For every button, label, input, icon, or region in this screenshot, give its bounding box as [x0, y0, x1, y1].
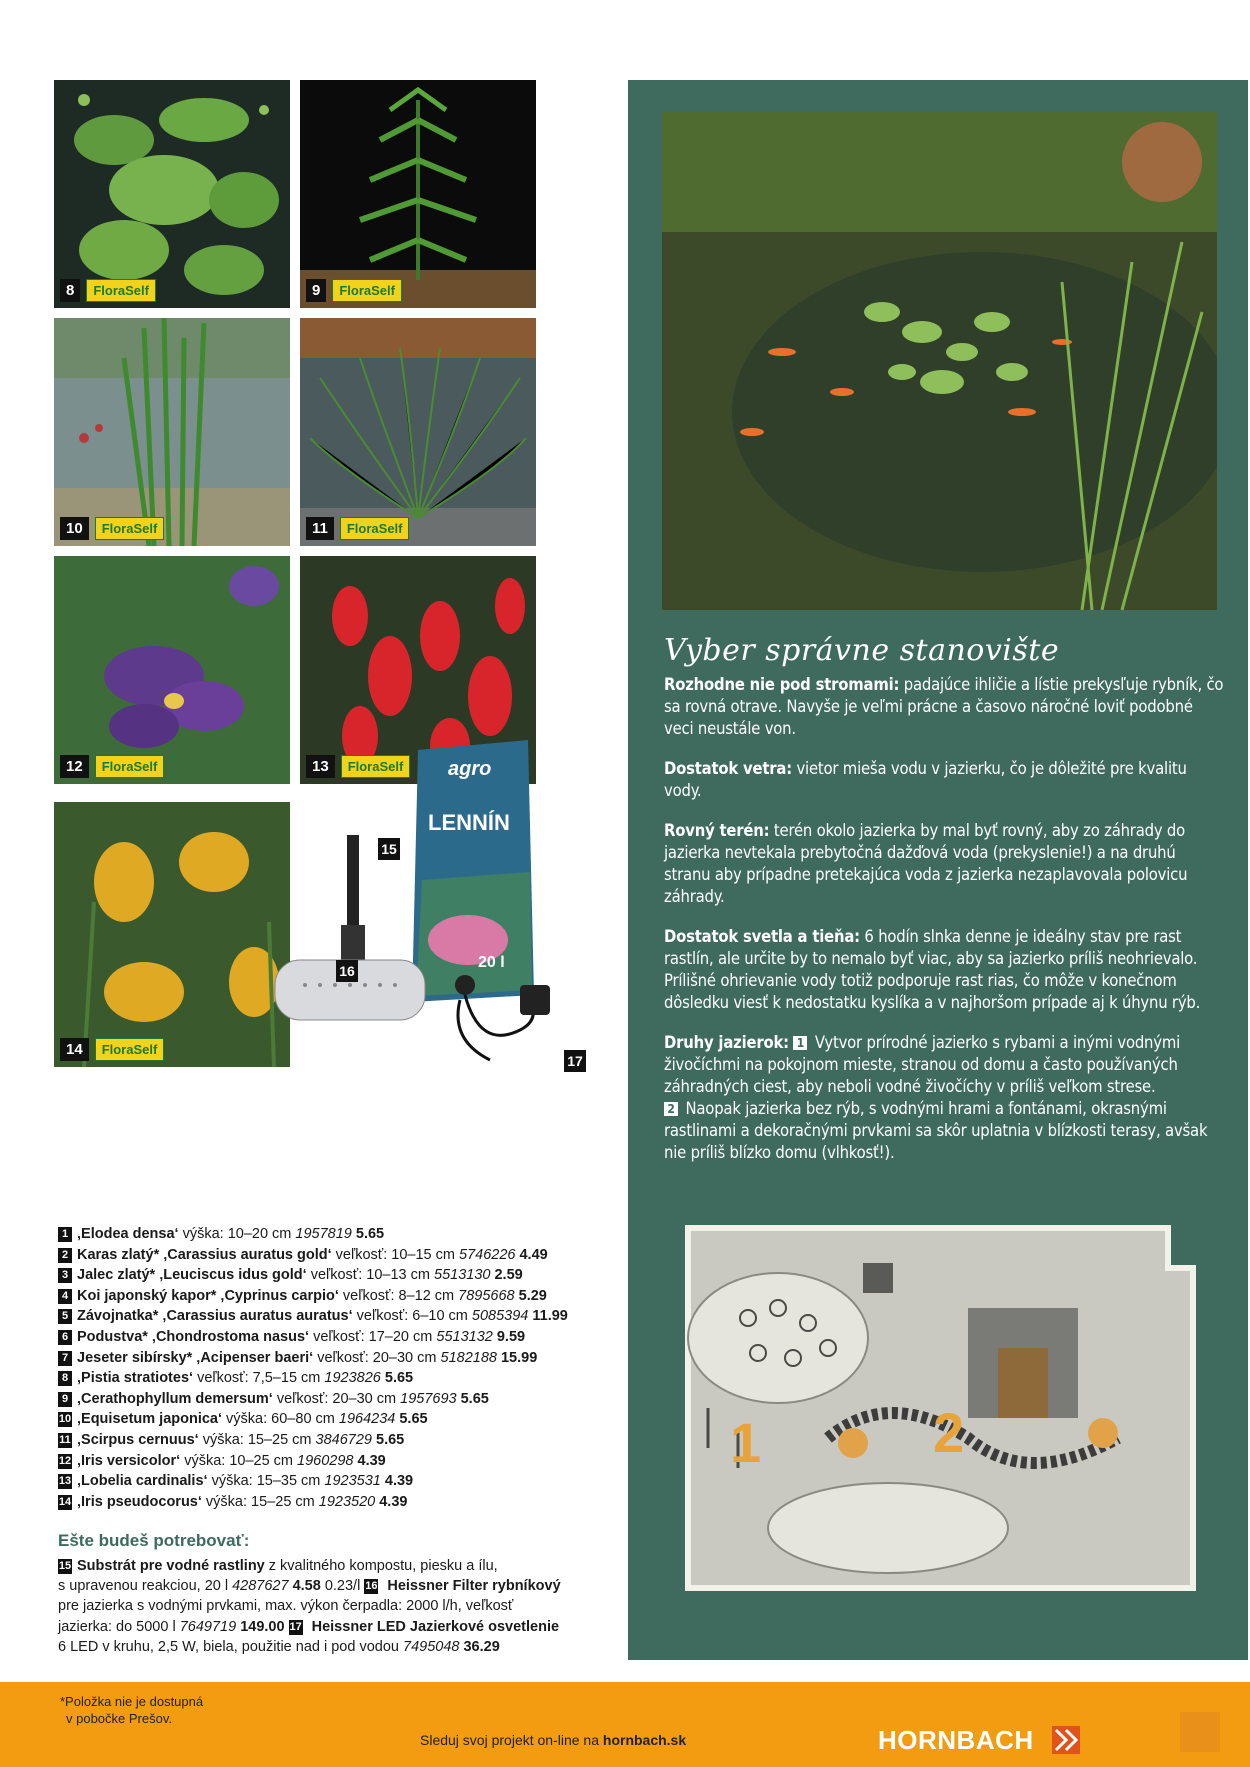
bag-name: LENNÍN — [428, 810, 510, 835]
item-code: 1964234 — [338, 1411, 396, 1428]
item-desc: veľkosť: 10–15 cm — [331, 1246, 459, 1263]
item-price: 11.99 — [528, 1308, 568, 1325]
item-desc: výška: 15–25 cm — [201, 1493, 319, 1510]
scirpus-image — [300, 318, 536, 546]
iris-versicolor-image — [54, 556, 290, 784]
item-price: 5.65 — [351, 1226, 385, 1242]
list-item — [58, 1265, 618, 1286]
item-desc: výška: 10–25 cm — [180, 1452, 298, 1469]
item-number: 12 — [58, 1454, 72, 1467]
panel-text — [664, 633, 1224, 1182]
item-name: Podustva* ‚Chondrostoma nasus‘ — [77, 1328, 310, 1345]
paragraph-body: 6 hodín slnka denne je ideálny stav pre rast rastlín, ale určite by to nemalo byť viac, aby sa jazierko príliš neohrievalo. Prílišné ohrievanie vody totiž podporuje rast rias, čo môže v konečnom dôsledku viesť k nedostatku kyslíka a v najhoršom prípade aj k úhynu rýb. — [664, 927, 1201, 1012]
item-code: 4287627 — [232, 1578, 289, 1595]
item-price: 4.39 — [380, 1473, 414, 1490]
item-name: ‚Iris pseudocorus‘ — [77, 1493, 202, 1510]
item-number: 8 — [58, 1371, 72, 1386]
item-desc: výška: 10–20 cm — [178, 1226, 296, 1242]
product-number: 11 — [306, 517, 334, 540]
callout-16: 16 — [336, 960, 358, 982]
pond-photo — [662, 112, 1217, 610]
product-number: 13 — [306, 755, 335, 778]
paragraph-body: padajúce ihličie a lístie prekysľuje rybník, čo sa rovná otrave. Navyše je veľmi prácne a časovo náročné loviť podobné veci neustále von. — [664, 675, 1224, 738]
map-label-1: 1 — [730, 1411, 762, 1474]
item-code: 1957693 — [400, 1390, 457, 1407]
item-name: Heissner Filter rybníkový — [383, 1578, 561, 1595]
callout-15: 15 — [378, 838, 400, 860]
item-code: 1923826 — [324, 1370, 381, 1387]
item-code: 1923531 — [324, 1473, 381, 1490]
product-photo-10 — [52, 316, 292, 548]
paragraph-types — [664, 1032, 1224, 1164]
floraself-logo: FloraSelf — [332, 279, 402, 302]
floraself-logo: FloraSelf — [95, 1038, 165, 1061]
panel-title: Vyber správne stanovište — [664, 633, 1060, 668]
item-code: 5513132 — [436, 1328, 493, 1345]
bag-brand: agro — [448, 758, 492, 780]
item-code: 7649719 — [179, 1618, 237, 1635]
item-desc: veľkosť: 10–13 cm — [306, 1267, 435, 1284]
floraself-logo: FloraSelf — [95, 517, 165, 540]
paragraph-wind — [664, 758, 1224, 802]
paragraph-heading: Rozhodne nie pod stromami: — [664, 675, 900, 694]
list-item — [58, 1409, 618, 1430]
item-desc: veľkosť: 20–30 cm — [313, 1349, 441, 1366]
item-code: 7495048 — [403, 1638, 460, 1655]
pond-image — [662, 112, 1217, 610]
floraself-logo: FloraSelf — [341, 755, 411, 778]
note-line: *Položka nie je dostupná — [60, 1694, 204, 1709]
item-name: Karas zlatý* ‚Carassius auratus gold‘ — [77, 1246, 332, 1263]
paragraph-trees — [664, 674, 1224, 740]
item-name: Závojnatka* ‚Carassius auratus auratus‘ — [77, 1308, 353, 1325]
item-desc: veľkosť: 17–20 cm — [309, 1328, 437, 1345]
product-number: 12 — [60, 755, 89, 778]
horsetail-image — [54, 318, 290, 546]
list-item — [58, 1471, 618, 1492]
item-desc: veľkosť: 7,5–15 cm — [193, 1370, 325, 1387]
product-photo-11 — [298, 316, 538, 548]
item-number: 1 — [58, 1227, 72, 1242]
led-light — [440, 960, 560, 1070]
item-code: 5513130 — [434, 1267, 491, 1284]
hornwort-image — [300, 80, 536, 308]
paragraph-light — [664, 926, 1224, 1014]
note-line: v pobočke Prešov. — [66, 1711, 172, 1726]
item-desc: výška: 15–25 cm — [198, 1431, 316, 1448]
item-code: 5085394 — [471, 1308, 529, 1325]
item-name: ‚Lobelia cardinalis‘ — [77, 1473, 208, 1490]
product-number: 10 — [60, 517, 89, 540]
map-label-2: 2 — [933, 1401, 965, 1464]
garden-map — [668, 1208, 1213, 1608]
floraself-logo: FloraSelf — [86, 279, 156, 302]
item-name: ‚Elodea densa‘ — [77, 1226, 179, 1242]
item-number: 3 — [58, 1268, 72, 1283]
paragraph-body: Vytvor prírodné jazierko s rybami a inými vodnými živočíchmi na pokojnom mieste, stranou od domu a často používaných záhradných ciest, aby neboli vodné živočíchy v príliš veľkom strese. — [664, 1033, 1181, 1096]
follow-label: Sleduj svoj projekt on-line na — [420, 1732, 603, 1748]
floraself-logo: FloraSelf — [340, 517, 410, 540]
item-desc: výška: 15–35 cm — [207, 1473, 325, 1490]
product-photo-12 — [52, 554, 292, 786]
item-desc: výška: 60–80 cm — [222, 1411, 339, 1428]
hornbach-logo: HORNBACH — [878, 1725, 1034, 1755]
item-code: 3846729 — [315, 1431, 372, 1448]
item-price: 9.59 — [492, 1328, 526, 1345]
site-link[interactable]: hornbach.sk — [602, 1732, 687, 1748]
item-name: ‚Scirpus cernuus‘ — [77, 1431, 199, 1448]
paragraph-heading: Dostatok vetra: — [664, 759, 792, 778]
item-price: 5.65 — [380, 1370, 414, 1387]
item-price: 5.65 — [456, 1390, 489, 1407]
item-name: Substrát pre vodné rastliny — [77, 1558, 265, 1574]
paragraph-heading: Dostatok svetla a tieňa: — [664, 927, 860, 946]
product-number: 8 — [60, 279, 80, 302]
follow-text — [420, 1732, 686, 1748]
iris-pseudocorus-image — [54, 802, 290, 1067]
item-price: 5.29 — [514, 1287, 547, 1304]
item-price: 36.29 — [459, 1638, 500, 1655]
item-desc: s upravenou reakciou, 20 l — [58, 1578, 233, 1595]
product-number: 14 — [60, 1038, 89, 1061]
paragraph-terrain — [664, 820, 1224, 908]
item-name: Jalec zlatý* ‚Leuciscus idus gold‘ — [77, 1267, 307, 1284]
page-corner-block — [1180, 1712, 1220, 1752]
item-unit-price: 0.23/l — [320, 1578, 365, 1595]
item-code: 5182188 — [440, 1349, 497, 1366]
bag-volume: 20 l — [478, 954, 505, 971]
list-item — [58, 1368, 618, 1389]
item-number: 6 — [58, 1330, 72, 1345]
item-price: 4.39 — [353, 1452, 386, 1469]
item-price: 4.39 — [375, 1493, 408, 1510]
item-name: ‚Pistia stratiotes‘ — [77, 1370, 194, 1387]
availability-note — [60, 1693, 203, 1727]
item-name: Jeseter sibírsky* ‚Acipenser baeri‘ — [77, 1349, 314, 1366]
item-number: 7 — [58, 1351, 72, 1366]
item-desc: pre jazierka s vodnými prvkami, max. výkon čerpadla: 2000 l/h, veľkosť — [58, 1598, 514, 1615]
type-number: 2 — [664, 1102, 678, 1116]
item-number: 17 — [289, 1620, 302, 1633]
extra-items — [58, 1556, 618, 1657]
item-price: 4.49 — [515, 1246, 548, 1263]
item-number: 9 — [58, 1392, 72, 1407]
item-desc: veľkosť: 20–30 cm — [272, 1390, 401, 1407]
item-number: 11 — [59, 1433, 71, 1446]
item-desc: z kvalitného kompostu, piesku a ílu, — [264, 1558, 498, 1574]
item-name: Koi japonský kapor* ‚Cyprinus carpio‘ — [77, 1287, 339, 1304]
item-number: 5 — [58, 1309, 72, 1324]
item-price: 2.59 — [490, 1267, 523, 1284]
item-desc: veľkosť: 6–10 cm — [352, 1308, 472, 1325]
hornbach-mark-icon — [1052, 1726, 1080, 1754]
item-name: ‚Cerathophyllum demersum‘ — [77, 1390, 273, 1407]
list-item — [58, 1430, 618, 1451]
product-list — [58, 1224, 618, 1512]
item-desc: veľkosť: 8–12 cm — [338, 1287, 459, 1304]
paragraph-heading: Rovný terén: — [664, 821, 770, 840]
type-number: 1 — [793, 1036, 807, 1050]
water-lettuce-image — [54, 80, 290, 308]
floraself-logo: FloraSelf — [95, 755, 165, 778]
list-item — [58, 1224, 618, 1245]
product-photo-9 — [298, 78, 538, 310]
item-code: 1960298 — [297, 1452, 354, 1469]
list-item — [58, 1306, 618, 1327]
item-name: ‚Equisetum japonica‘ — [77, 1411, 223, 1428]
list-item — [58, 1348, 618, 1369]
callout-17: 17 — [564, 1050, 586, 1072]
list-item — [58, 1327, 618, 1348]
item-number: 14 — [58, 1495, 72, 1508]
item-number: 13 — [58, 1475, 72, 1488]
list-item — [58, 1245, 618, 1266]
list-item — [58, 1492, 618, 1513]
item-code: 5746226 — [459, 1246, 516, 1263]
item-code: 7895668 — [458, 1287, 515, 1304]
item-number: 10 — [58, 1413, 72, 1426]
product-number: 9 — [306, 279, 326, 302]
pond-filter — [265, 830, 435, 1030]
item-price: 5.65 — [395, 1411, 428, 1428]
extra-heading: Ešte budeš potrebovať: — [58, 1531, 250, 1550]
paragraph-body: terén okolo jazierka by mal byť rovný, aby zo záhrady do jazierka nevtekala prebytočná dažďová voda (prekyslenie!) a na druhú stranu aby prípadne pretekajúca voda z jazierka nezaplavovala polovicu záhrady. — [664, 821, 1188, 906]
pond-filter-image — [265, 830, 435, 1030]
item-code: 1957819 — [295, 1226, 352, 1242]
item-price: 5.65 — [372, 1431, 405, 1448]
led-light-image — [440, 960, 560, 1070]
item-number: 2 — [58, 1248, 72, 1263]
item-number: 16 — [365, 1580, 378, 1593]
paragraph-heading: Druhy jazierok: — [664, 1033, 789, 1052]
product-photo-14 — [52, 800, 292, 1069]
item-desc: jazierka: do 5000 l — [58, 1618, 180, 1635]
item-desc: 6 LED v kruhu, 2,5 W, biela, použitie nad i pod vodou — [58, 1638, 403, 1655]
list-item — [58, 1389, 618, 1410]
item-number: 4 — [58, 1289, 72, 1304]
item-price: 4.58 — [288, 1578, 321, 1595]
paragraph-body: vietor mieša vodu v jazierku, čo je dôležité pre kvalitu vody. — [664, 759, 1187, 800]
item-code: 1923520 — [318, 1493, 376, 1510]
item-price: 15.99 — [496, 1349, 538, 1366]
item-price: 149.00 — [236, 1618, 289, 1635]
paragraph-body: Naopak jazierka bez rýb, s vodnými hrami a fontánami, okrasnými rastlinami a dekoračnými prvkami sa skôr uplatnia v blízkosti terasy, avšak nie príliš blízko domu (vlhkosť!). — [664, 1099, 1208, 1162]
item-name: ‚Iris versicolor‘ — [77, 1452, 181, 1469]
list-item — [58, 1286, 618, 1307]
product-photo-8 — [52, 78, 292, 310]
list-item — [58, 1451, 618, 1472]
item-number: 15 — [58, 1560, 72, 1572]
item-name: Heissner LED Jazierkové osvetlenie — [307, 1618, 560, 1635]
